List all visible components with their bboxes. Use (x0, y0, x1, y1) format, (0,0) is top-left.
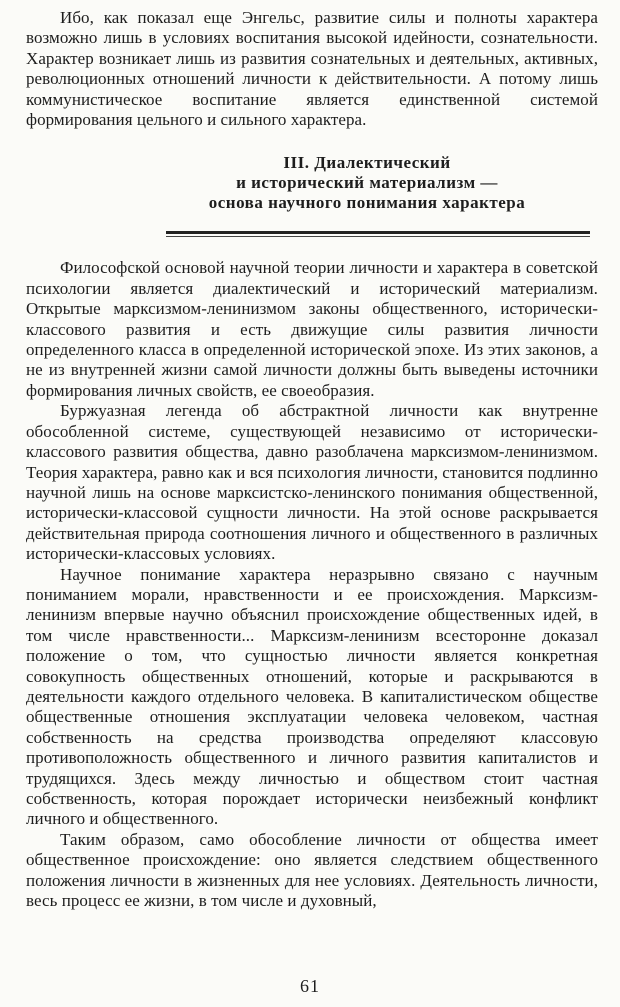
section-divider-thick-line (166, 231, 590, 234)
section-body (26, 258, 598, 911)
section-heading-line-2: и исторический материализм — (236, 173, 498, 193)
section-divider (166, 231, 590, 237)
body-paragraph-4: Таким образом, само обособление личности от общества имеет общественное происхождение: оно является следствием общественного положения личности в жизненных для нее условиях. Деятельность личности, весь процесс ее жизни, в том числе и духовный, (26, 829, 598, 911)
section-heading-line-3: основа научного понимания характера (208, 193, 526, 213)
section-heading-line-1: III. Диалектический (283, 153, 451, 173)
body-paragraph-2: Буржуазная легенда об абстрактной личности как внутренне обособленной системе, существующей независимо от исторически-классового развития общества, давно разоблачена марксизмом-ленинизмом. Теория характера, равно как и вся психология личности, становится подлинно научной лишь на основе марксистско-ленинского понимания общественной, исторически-классовой сущности личности. На этой основе раскрывается действительная природа соотношения личного и общественного в различных исторически-классовых условиях. (26, 401, 598, 564)
body-paragraph-3: Научное понимание характера неразрывно связано с научным пониманием морали, нравственности и ее происхождения. Марксизм-ленинизм впервые научно объяснил происхождение общественных идей, в том числе нравственности... Марксизм-ленинизм всесторонне доказал положение о том, что сущностью личности является конкретная совокупность общественных отношений, которые и раскрываются в деятельности каждого отдельного человека. В капиталистическом обществе общественные отношения эксплуатации человека человеком, частная собственность на средства производства определяют классовую противоположность общественного и личного развития капиталистов и трудящихся. Здесь между личностью и обществом стоит частная собственность, которая порождает исторически неизбежный конфликт личного и общественного. (26, 564, 598, 829)
intro-paragraph: Ибо, как показал еще Энгельс, развитие силы и полноты характера возможно лишь в условиях воспитания высокой идейности, сознательности. Характер возникает лишь из развития сознательных и деятельных, активных, революционных отношений личности к действительности. А потому лишь коммунистическое воспитание является единственной системой формирования цельного и сильного характера. (26, 8, 598, 130)
page-number: 61 (300, 976, 320, 996)
section-heading (26, 153, 598, 213)
section-divider-thin-line (166, 236, 590, 237)
body-paragraph-1: Философской основой научной теории личности и характера в советской психологии является диалектический и исторический материализм. Открытые марксизмом-ленинизмом законы общественного, исторически-классового развития и есть движущие силы развития личности определенного класса в определенной исторической эпохе. Из этих законов, а не из внутренней жизни самой личности должны быть выведены источники формирования личных свойств, ее своеобразия. (26, 258, 598, 400)
